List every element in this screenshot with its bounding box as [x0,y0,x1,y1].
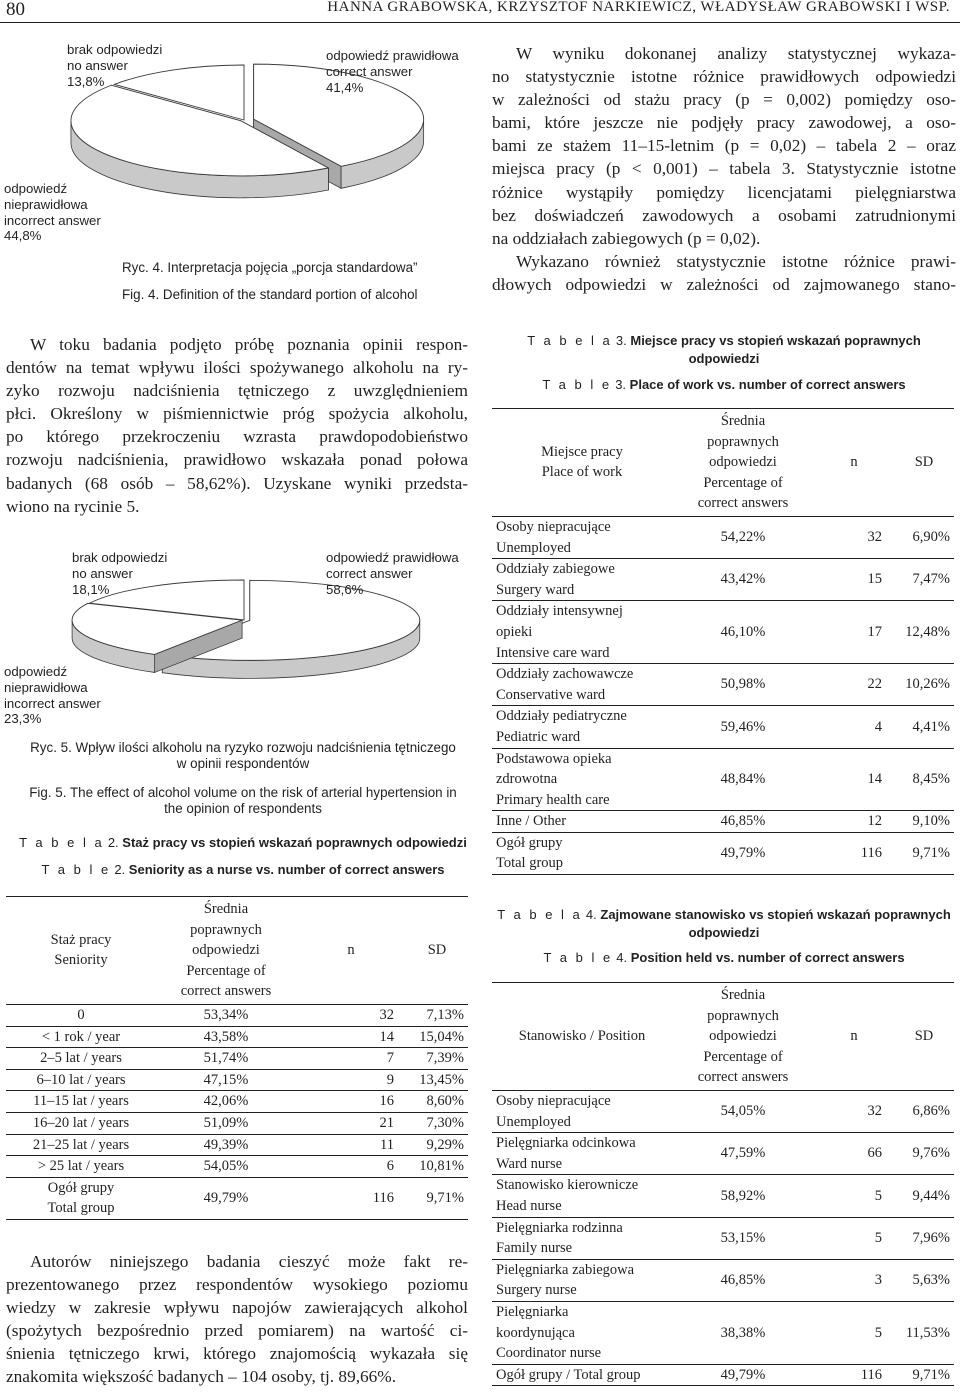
n-cell: 12 [814,811,894,833]
page-number: 80 [6,0,25,20]
percent-cell: 49,79% [672,832,814,874]
table3-header-3: SD [894,409,954,517]
table-row [492,516,954,558]
n-cell: 4 [814,706,894,748]
table-row [492,832,954,874]
sd-cell: 10,26% [894,664,954,706]
fig5-label-no-answer: brak odpowiedzi no answer 18,1% [72,550,168,597]
sd-cell: 7,47% [894,559,954,601]
sd-cell: 8,45% [894,748,954,811]
table-row [6,1069,468,1091]
row-label: 0 [6,1004,156,1026]
sd-cell: 7,13% [406,1004,468,1026]
paragraph-statistical-analysis: W wyniku dokonanej analizy statystycznej wykaza- no statystycznie istotne różnice prawidłowych odpowiedzi w zależności od stażu pracy (p = 0,002) pomiędzy oso- bami, które jeszcze nie podjęły pracy zawodowej, a oso- bami ze stażem 11–15-letnim (p = 0,02) – tabela 2 – oraz miejsca pracy (p < 0,001) – tabela 3. Statystycznie istotne różnice wystąpiły pomiędzy licencjatami pielęgniarstwa bez doświadczeń zawodowych a osobami zatrudnionymi na oddziałach zabiegowych (p = 0,02). Wykazano również statystycznie istotne różnice prawi- dłowych odpowiedzi w zależności od zajmowanego stano- [492,44,956,294]
sd-cell: 12,48% [894,601,954,664]
percent-cell: 53,15% [672,1217,814,1259]
row-label: Pielęgniarka odcinkowa Ward nurse [492,1133,672,1175]
row-label: Stanowisko kierownicze Head nurse [492,1175,672,1217]
sd-cell: 7,30% [406,1112,468,1134]
sd-cell: 7,96% [894,1217,954,1259]
percent-cell: 42,06% [156,1091,296,1113]
sd-cell: 7,39% [406,1048,468,1070]
percent-cell: 46,85% [672,1259,814,1301]
table2-title-en: T a b l e 2. Seniority as a nurse vs. number of correct answers [41,862,445,877]
sd-cell: 9,71% [894,832,954,874]
fig4-label-no-answer: brak odpowiedzi no answer 13,8% [67,42,163,89]
running-header-authors: HANNA GRABOWSKA, KRZYSZTOF NARKIEWICZ, WŁADYSŁAW GRABOWSKI I WSP. [327,0,950,15]
row-label: 2–5 lat / years [6,1048,156,1070]
sd-cell: 8,60% [406,1091,468,1113]
table3-title-en: T a b l e 3. Place of work vs. number of correct answers [542,377,906,392]
table-row [6,1134,468,1156]
table3-header-0: Miejsce pracy Place of work [492,409,672,517]
row-label: Ogół grupy Total group [6,1177,156,1219]
n-cell: 9 [296,1069,406,1091]
table4-title-pl: T a b e l a 4. Zajmowane stanowisko vs stopień wskazań poprawnych odpowiedzi [497,907,951,940]
table-row [492,1217,954,1259]
percent-cell: 43,42% [672,559,814,601]
table-row [492,559,954,601]
fig5-caption-pl: Ryc. 5. Wpływ ilości alkoholu na ryzyko rozwoju nadciśnienia tętniczego w opinii respondentów [30,740,456,771]
percent-cell: 59,46% [672,706,814,748]
percent-cell: 54,05% [672,1090,814,1132]
table-3-place-of-work [492,408,954,875]
row-label: Oddziały zabiegowe Surgery ward [492,559,672,601]
row-label: 21–25 lat / years [6,1134,156,1156]
table-row [492,1301,954,1364]
table-row [492,1259,954,1301]
fig5-label-incorrect: odpowiedź nieprawidłowa incorrect answer 23,3% [4,664,101,727]
n-cell: 116 [296,1177,406,1219]
percent-cell: 54,22% [672,516,814,558]
sd-cell: 11,53% [894,1301,954,1364]
row-label: Pielęgniarka zabiegowa Surgery nurse [492,1259,672,1301]
percent-cell: 51,09% [156,1112,296,1134]
paragraph-opinion-study: W toku badania podjęto próbę poznania opinii respon- dentów na temat wpływu ilości spożywanego alkoholu na ry- zyko rozwoju nadciśnienia tętniczego z uwzględnieniem płci. Określony w piśmiennictwie próg spożycia alkoholu, po którego przekroczeniu wzrasta prawdopodobieństwo rozwoju nadciśnienia, prawidłowo wskazała ponad połowa badanych (68 osób – 58,62%). Uzyskane wyniki przedsta- wiono na rycinie 5. [6,335,468,516]
table3-header-2: n [814,409,894,517]
table-row [6,1091,468,1113]
fig4-label-incorrect: odpowiedź nieprawidłowa incorrect answer 44,8% [4,181,101,244]
paragraph-conclusion: Autorów niniejszego badania cieszyć może fakt re- prezentowanego przez respondentów wysokiego poziomu wiedzy w zakresie wpływu napojów zawierających alkohol (spożytych bezpośrednio przed pomiarem) na wartość ci- śnienia tętniczego krwi, którego znajomością wykazała się znakomita większość badanych – 104 osoby, tj. 89,66%. [6,1252,468,1387]
row-label: > 25 lat / years [6,1156,156,1178]
table-4-position-held [492,982,954,1386]
sd-cell: 9,76% [894,1133,954,1175]
n-cell: 32 [296,1004,406,1026]
percent-cell: 38,38% [672,1301,814,1364]
percent-cell: 58,92% [672,1175,814,1217]
percent-cell: 43,58% [156,1026,296,1048]
row-label: Pielęgniarka koordynująca Coordinator nurse [492,1301,672,1364]
table-row [492,1364,954,1386]
sd-cell: 9,71% [406,1177,468,1219]
row-label: Osoby niepracujące Unemployed [492,516,672,558]
percent-cell: 49,79% [672,1364,814,1386]
row-label: Ogół grupy Total group [492,832,672,874]
percent-cell: 49,79% [156,1177,296,1219]
sd-cell: 5,63% [894,1259,954,1301]
n-cell: 22 [814,664,894,706]
row-label: 16–20 lat / years [6,1112,156,1134]
table4-header-3: SD [894,983,954,1091]
table-row [492,1175,954,1217]
table2-header-1: Średnia poprawnych odpowiedzi Percentage of correct answers [156,897,296,1005]
table-row [6,1177,468,1219]
percent-cell: 49,39% [156,1134,296,1156]
table2-header-0: Staż pracy Seniority [6,897,156,1005]
table4-header-1: Średnia poprawnych odpowiedzi Percentage of correct answers [672,983,814,1091]
row-label: Inne / Other [492,811,672,833]
n-cell: 66 [814,1133,894,1175]
percent-cell: 47,59% [672,1133,814,1175]
row-label: < 1 rok / year [6,1026,156,1048]
n-cell: 32 [814,1090,894,1132]
fig4-caption-pl: Ryc. 4. Interpretacja pojęcia „porcja standardowa” [122,260,418,275]
sd-cell: 15,04% [406,1026,468,1048]
row-label: 6–10 lat / years [6,1069,156,1091]
table-row [492,706,954,748]
sd-cell: 9,29% [406,1134,468,1156]
sd-cell: 9,71% [894,1364,954,1386]
table-row [6,1156,468,1178]
n-cell: 6 [296,1156,406,1178]
n-cell: 14 [814,748,894,811]
percent-cell: 46,85% [672,811,814,833]
table-2-seniority [6,896,468,1220]
table3-title-pl: T a b e l a 3. Miejsce pracy vs stopień wskazań poprawnych odpowiedzi [527,333,921,366]
n-cell: 32 [814,516,894,558]
sd-cell: 6,90% [894,516,954,558]
row-label: Podstawowa opieka zdrowotna Primary health care [492,748,672,811]
n-cell: 11 [296,1134,406,1156]
table-row [492,748,954,811]
n-cell: 116 [814,1364,894,1386]
percent-cell: 51,74% [156,1048,296,1070]
n-cell: 17 [814,601,894,664]
table-row [492,811,954,833]
table3-header-1: Średnia poprawnych odpowiedzi Percentage of correct answers [672,409,814,517]
n-cell: 7 [296,1048,406,1070]
percent-cell: 50,98% [672,664,814,706]
fig4-label-correct: odpowiedź prawidłowa correct answer 41,4% [326,48,459,95]
percent-cell: 47,15% [156,1069,296,1091]
n-cell: 21 [296,1112,406,1134]
table-row [492,1090,954,1132]
table-row [6,1112,468,1134]
fig5-label-correct: odpowiedź prawidłowa correct answer 58,6% [326,550,459,597]
sd-cell: 9,44% [894,1175,954,1217]
n-cell: 5 [814,1175,894,1217]
table-row [6,1048,468,1070]
sd-cell: 13,45% [406,1069,468,1091]
n-cell: 14 [296,1026,406,1048]
percent-cell: 53,34% [156,1004,296,1026]
table2-title-pl: T a b e l a 2. Staż pracy vs stopień wskazań poprawnych odpowiedzi [19,835,467,850]
table-row [6,1004,468,1026]
row-label: Oddziały zachowawcze Conservative ward [492,664,672,706]
table-row [492,601,954,664]
table4-header-2: n [814,983,894,1091]
n-cell: 5 [814,1301,894,1364]
n-cell: 116 [814,832,894,874]
table4-title-en: T a b l e 4. Position held vs. number of correct answers [543,950,905,965]
header-rule [0,22,960,23]
sd-cell: 10,81% [406,1156,468,1178]
fig5-caption-en: Fig. 5. The effect of alcohol volume on the risk of arterial hypertension in the opinion of respondents [29,785,457,816]
table-row [492,664,954,706]
percent-cell: 48,84% [672,748,814,811]
n-cell: 15 [814,559,894,601]
percent-cell: 54,05% [156,1156,296,1178]
table4-header-0: Stanowisko / Position [492,983,672,1091]
row-label: 11–15 lat / years [6,1091,156,1113]
sd-cell: 6,86% [894,1090,954,1132]
n-cell: 16 [296,1091,406,1113]
percent-cell: 46,10% [672,601,814,664]
table2-header-3: SD [406,897,468,1005]
row-label: Ogół grupy / Total group [492,1364,672,1386]
row-label: Oddziały intensywnej opieki Intensive care ward [492,601,672,664]
n-cell: 3 [814,1259,894,1301]
row-label: Pielęgniarka rodzinna Family nurse [492,1217,672,1259]
sd-cell: 9,10% [894,811,954,833]
row-label: Oddziały pediatryczne Pediatric ward [492,706,672,748]
table-row [6,1026,468,1048]
table-row [492,1133,954,1175]
n-cell: 5 [814,1217,894,1259]
sd-cell: 4,41% [894,706,954,748]
table2-header-2: n [296,897,406,1005]
row-label: Osoby niepracujące Unemployed [492,1090,672,1132]
fig4-caption-en: Fig. 4. Definition of the standard portion of alcohol [122,287,418,302]
